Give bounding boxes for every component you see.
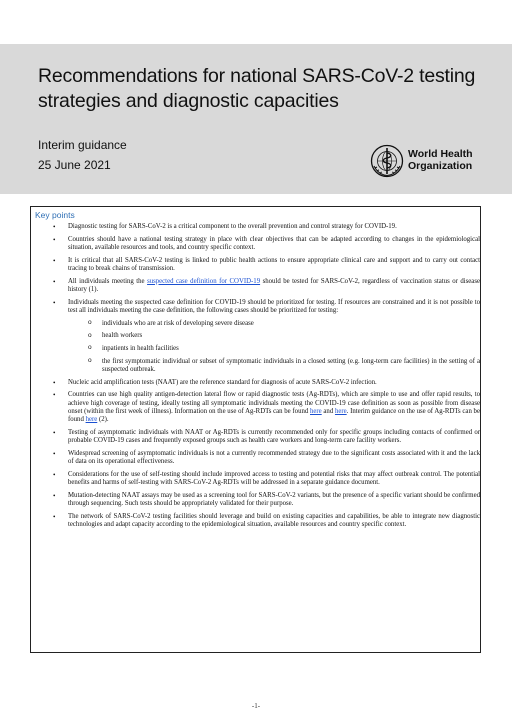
list-item: • Diagnostic testing for SARS-CoV-2 is a critical component to the overall prevention and control strategy for COVID-19.	[31, 223, 480, 231]
text-span: should be tested for SARS-CoV-2, regardless of vaccination status or disease history (1).	[68, 277, 480, 293]
list-item: • Testing of asymptomatic individuals with NAAT or Ag-RDTs is currently recommended only for specific groups including contacts of confirmed or probable COVID-19 cases and frequently exposed groups such as health care workers and long-term care facility workers.	[31, 429, 480, 445]
sublist-item: o individuals who are at risk of developing severe disease	[68, 320, 480, 328]
document-date: 25 June 2021	[38, 158, 111, 172]
who-wordmark	[408, 149, 483, 172]
list-item: • Widespread screening of asymptomatic individuals is not a currently recommended strategy due to the significant costs associated with it and the lack of data on its operational effectiveness.	[31, 450, 480, 466]
list-item: • Countries should have a national testing strategy in place with clear objectives that can be adapted according to changes in the epidemiological situation, available resources and tools, and country specific context.	[31, 236, 480, 252]
text-span: All individuals meeting the	[68, 277, 148, 285]
text-span: . Interim guidance on the use of Ag-RDTs can be found	[68, 407, 480, 423]
key-points-heading: Key points	[35, 210, 75, 220]
suspected-case-definition-link[interactable]: suspected case definition for COVID-19	[147, 277, 261, 285]
list-item	[31, 391, 480, 423]
text-span: Countries can use high quality antigen-detection lateral flow or rapid diagnostic tests (Ag-RDTs), which are simple to use and offer rapid results, to achieve high coverage of testing, ideally testing all symptomatic individuals meeting the COVID-19 case definition as soon as possible from disease onset (within the first week of illness). Information on the use of Ag-RDTs can be found	[68, 391, 480, 415]
list-item: • Nucleic acid amplification tests (NAAT) are the reference standard for diagnosis of acute SARS-CoV-2 infection.	[31, 379, 480, 387]
page-number: -1-	[251, 702, 261, 710]
ag-rdt-info-link-2[interactable]: here	[334, 407, 347, 415]
sublist-item: o health workers	[68, 332, 480, 340]
who-emblem-icon	[370, 144, 404, 178]
text-span: (2).	[97, 415, 109, 423]
list-item	[31, 278, 480, 294]
sublist-item: o the first symptomatic individual or subset of symptomatic individuals in a closed setting (e.g. long-term care facilities) in the setting of a suspected outbreak.	[68, 358, 480, 374]
key-points-box	[30, 206, 481, 653]
text-span: Individuals meeting the suspected case definition for COVID-19 should be prioritized for testing. If resources are constrained and it is not possible to test all individuals meeting the case definition, the following cases should be prioritized for testing:	[68, 298, 480, 314]
list-item: • The network of SARS-CoV-2 testing facilities should leverage and build on existing capacities and capabilities, be able to integrate new diagnostic technologies and adapt capacity according to the epidemiological situation, available resources and country specific context.	[31, 513, 480, 529]
document-subtitle: Interim guidance	[38, 138, 127, 152]
key-points-list	[31, 223, 490, 534]
priority-sublist	[68, 320, 480, 374]
list-item: • It is critical that all SARS-CoV-2 testing is linked to public health actions to ensure appropriate clinical care and support and to carry out contact tracing to break chains of transmission.	[31, 257, 480, 273]
text-span: and	[321, 407, 335, 415]
who-name-line2: Organization	[408, 159, 473, 172]
list-item: • Mutation-detecting NAAT assays may be used as a screening tool for SARS-CoV-2 variants, but the presence of a specific variant should be confirmed through sequencing. Such tests should be appropriately validated for their purpose.	[31, 492, 480, 508]
list-item	[31, 299, 480, 374]
ag-rdt-guidance-link[interactable]: here	[85, 415, 98, 423]
ag-rdt-info-link-1[interactable]: here	[310, 407, 322, 415]
sublist-item: o inpatients in health facilities	[68, 345, 480, 353]
list-item: • Considerations for the use of self-testing should include improved access to testing and potential risks that may affect outbreak control. The potential benefits and harms of self-testing with SARS-CoV-2 Ag-RDTs will be addressed in a separate guidance document.	[31, 471, 480, 487]
document-title: Recommendations for national SARS-CoV-2 testing strategies and diagnostic capacities	[38, 65, 476, 112]
who-logo	[370, 144, 480, 178]
who-name-line1: World Health	[408, 148, 473, 160]
